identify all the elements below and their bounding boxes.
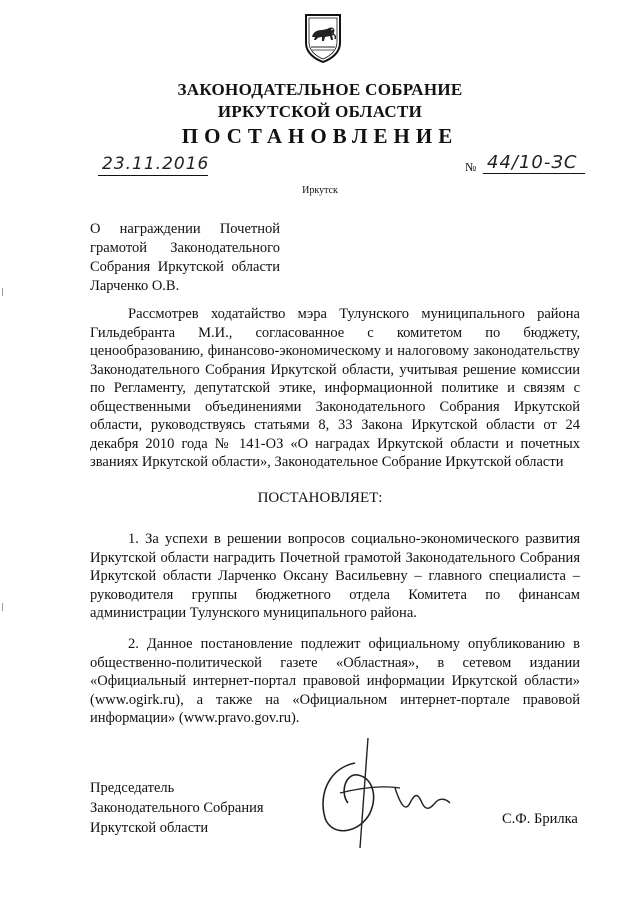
resolves-heading: ПОСТАНОВЛЯЕТ:	[257, 490, 383, 506]
number-underline	[483, 173, 585, 174]
document-subject: О награждении Почетной грамотой Законодательного Собрания Иркутской области Ларченко О.В.	[90, 221, 280, 294]
organization-name-line1: ЗАКОНОДАТЕЛЬНОЕ СОБРАНИЕ	[177, 80, 463, 99]
margin-mark	[2, 288, 3, 296]
document-type: ПОСТАНОВЛЕНИЕ	[181, 124, 459, 148]
preamble-paragraph: Рассмотрев ходатайство мэра Тулунского муниципального района Гильдебранта М.И., согласованное с комитетом по бюджету, ценообразованию, финансово-экономическому и налоговому законодательству Законодательного Собрания Иркутской области, учитывая решение комиссии по Регламенту, депутатской этике, информационной политике и связям с общественными объединениями Законодательного Собрания Иркутской области, руководствуясь статьями 8, 33 Закона Иркутской области от 24 декабря 2010 года № 141-ОЗ «О наградах Иркутской области и почетных званиях Иркутской области», Законодательное Собрание Иркутской области	[90, 306, 580, 470]
signatory-title-line3: Иркутской области	[90, 820, 209, 836]
document-date: 23.11.2016	[102, 154, 210, 174]
signatory-title-line1: Председатель	[90, 780, 175, 796]
resolution-point-2: 2. Данное постановление подлежит официальному опубликованию в общественно-политической газете «Областная», в сетевом издании «Официальный интернет-портал правовой информации Иркутской области» (www.ogirk.ru), а также на «Официальном интернет-портале правовой информации» (www.pravo.gov.ru).	[90, 636, 580, 726]
document-number-field	[465, 152, 585, 178]
document-number: 44/10-ЗС	[487, 152, 578, 173]
document-date-field	[98, 152, 208, 178]
signatory-name: С.Ф. Брилка	[502, 811, 578, 827]
signatory-title-line2: Законодательного Собрания	[90, 800, 264, 816]
date-underline	[98, 175, 208, 176]
margin-mark	[2, 603, 3, 611]
signatory-title	[90, 778, 310, 838]
number-sign: №	[465, 160, 477, 174]
coat-of-arms-icon	[303, 13, 343, 63]
document-city: Иркутск	[302, 185, 338, 196]
organization-name-line2: ИРКУТСКОЙ ОБЛАСТИ	[217, 102, 423, 121]
resolution-point-1: 1. За успехи в решении вопросов социально-экономического развития Иркутской области наградить Почетной грамотой Законодательного Собрания Иркутской области Ларченко Оксану Васильевну – главного специалиста – руководителя группы бюджетного отдела Комитета по финансам администрации Тулунского муниципального района.	[90, 531, 580, 621]
handwritten-signature-icon	[300, 733, 460, 853]
